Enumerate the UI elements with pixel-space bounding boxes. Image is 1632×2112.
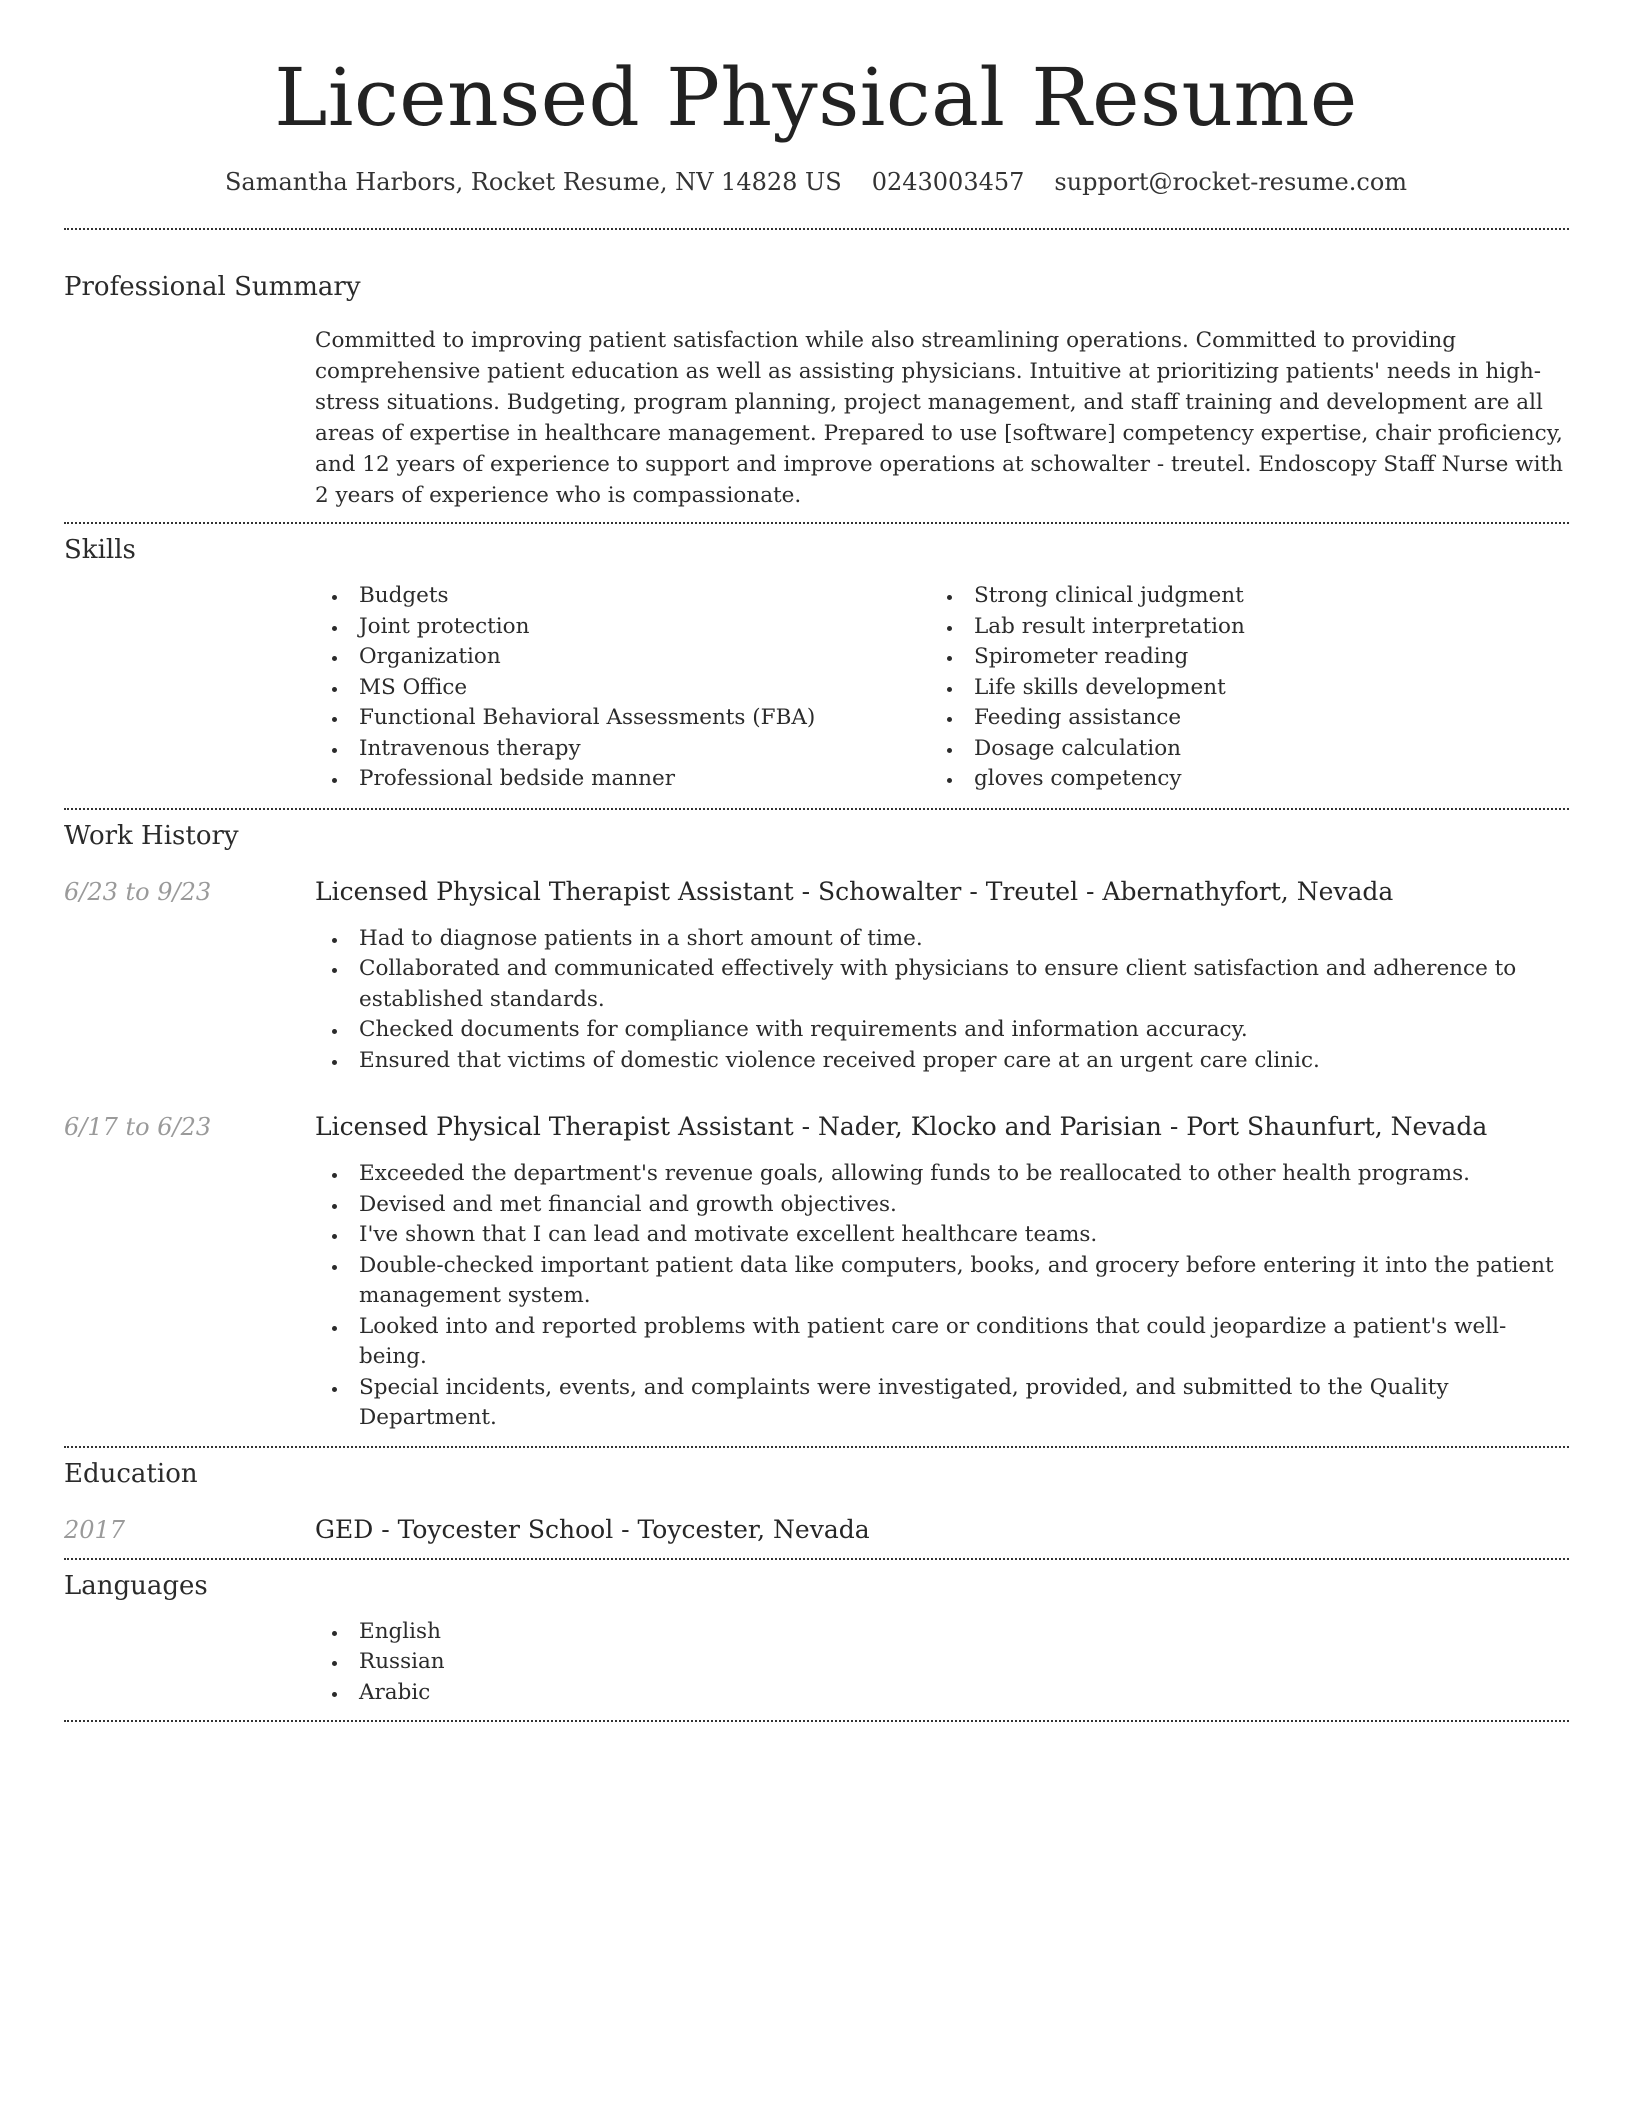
job-bullets — [315, 924, 1568, 1077]
skill-item: gloves competency — [930, 764, 1545, 795]
contact-phone: 0243003457 — [871, 168, 1025, 196]
skill-item: Functional Behavioral Assessments (FBA) — [315, 703, 930, 734]
job-bullet: Checked documents for compliance with requirements and information accuracy. — [315, 1015, 1568, 1046]
job-bullet: Collaborated and communicated effectively with physicians to ensure client satisfaction and adherence to established standards. — [315, 954, 1568, 1015]
section-heading-education: Education — [64, 1458, 198, 1489]
job-bullet: Special incidents, events, and complaints were investigated, provided, and submitted to the Quality Department. — [315, 1373, 1568, 1434]
skills-list-left — [315, 581, 930, 795]
skills-list-right — [930, 581, 1545, 795]
skill-item: Strong clinical judgment — [930, 581, 1545, 612]
skill-item: Joint protection — [315, 612, 930, 643]
skill-item: Budgets — [315, 581, 930, 612]
job-bullet: Looked into and reported problems with patient care or conditions that could jeopardize a patient's well-being. — [315, 1312, 1568, 1373]
skill-item: Organization — [315, 642, 930, 673]
job-entry — [64, 1112, 1568, 1434]
skill-item: Lab result interpretation — [930, 612, 1545, 643]
divider — [64, 228, 1569, 230]
language-item: Arabic — [315, 1678, 1568, 1709]
job-bullet: Exceeded the department's revenue goals, allowing funds to be reallocated to other health programs. — [315, 1159, 1568, 1190]
job-bullet: Devised and met financial and growth objectives. — [315, 1190, 1568, 1221]
section-heading-summary: Professional Summary — [64, 272, 361, 302]
divider — [64, 1446, 1569, 1448]
language-item: English — [315, 1617, 1568, 1648]
skill-item: Professional bedside manner — [315, 764, 930, 795]
contact-address: Samantha Harbors, Rocket Resume, NV 14828 US — [224, 168, 842, 196]
skill-item: Life skills development — [930, 673, 1545, 704]
job-bullet: I've shown that I can lead and motivate excellent healthcare teams. — [315, 1220, 1568, 1251]
skill-item: Intravenous therapy — [315, 734, 930, 765]
section-heading-skills: Skills — [64, 535, 136, 565]
job-title: Licensed Physical Therapist Assistant - Nader, Klocko and Parisian - Port Shaunfurt, Nevada — [315, 1112, 1488, 1141]
job-bullet: Double-checked important patient data like computers, books, and grocery before entering it into the patient management system. — [315, 1251, 1568, 1312]
skills-columns — [315, 581, 1568, 795]
divider — [64, 1720, 1569, 1722]
contact-line — [64, 168, 1568, 196]
language-item: Russian — [315, 1647, 1568, 1678]
section-heading-languages: Languages — [64, 1570, 208, 1601]
languages-list — [315, 1617, 1568, 1709]
job-header — [64, 1112, 1568, 1141]
contact-email: support@rocket-resume.com — [1054, 168, 1408, 196]
summary-text: Committed to improving patient satisfaction while also streamlining operations. Committed to providing comprehensive patient education as well as assisting physicians. Intuitive at prioritizing patients' needs in high-stress situations. Budgeting, program planning, project management, and staff training and development are all areas of expertise in healthcare management. Prepared to use [software] competency expertise, chair proficiency, and 12 years of experience to support and improve operations at schowalter - treutel. Endoscopy Staff Nurse with 2 years of experience who is compassionate. — [315, 328, 1563, 508]
job-entry — [64, 877, 1568, 1077]
job-bullets — [315, 1159, 1568, 1434]
job-header — [64, 877, 1568, 906]
skill-item: Dosage calculation — [930, 734, 1545, 765]
job-dates: 6/17 to 6/23 — [64, 1113, 212, 1141]
education-entry — [64, 1515, 1568, 1544]
divider — [64, 522, 1569, 524]
divider — [64, 1558, 1569, 1560]
resume-title: Licensed Physical Resume — [274, 51, 1358, 144]
skill-item: Spirometer reading — [930, 642, 1545, 673]
section-heading-work: Work History — [64, 820, 239, 851]
education-degree: GED - Toycester School - Toycester, Nevada — [315, 1514, 870, 1544]
skill-item: Feeding assistance — [930, 703, 1545, 734]
education-year: 2017 — [64, 1515, 126, 1544]
job-dates: 6/23 to 9/23 — [64, 877, 212, 906]
skill-item: MS Office — [315, 673, 930, 704]
job-bullet: Ensured that victims of domestic violence received proper care at an urgent care clinic. — [315, 1046, 1568, 1077]
job-bullet: Had to diagnose patients in a short amount of time. — [315, 924, 1568, 955]
job-title: Licensed Physical Therapist Assistant - Schowalter - Treutel - Abernathyfort, Nevada — [315, 876, 1394, 906]
divider — [64, 808, 1569, 810]
